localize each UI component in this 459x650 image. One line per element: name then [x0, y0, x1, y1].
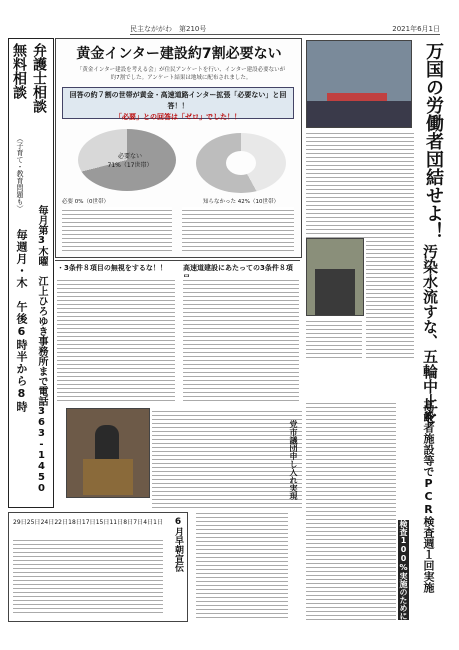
speaker-figure: [95, 425, 119, 461]
paper-name: 民主なががわ 第210号: [130, 25, 207, 33]
survey-notes-left: [62, 207, 172, 251]
free-consultation-title: 無料相談: [11, 43, 27, 99]
council-photo: [66, 408, 150, 498]
conditions-left-title: ・3条件８項目の無視をするな！！: [57, 264, 167, 272]
headline-workers: 万国の労働者団結せよ！: [423, 42, 444, 240]
banner-line-2: 「必要」との回答は「ゼロ」でした！！: [115, 113, 241, 121]
date-1: 1日: [153, 519, 163, 526]
protest-photo: [306, 238, 364, 316]
schedule-dates: [13, 517, 163, 533]
crowd: [307, 101, 411, 127]
date-18: 18日: [68, 519, 82, 526]
conditions-section: [55, 260, 300, 407]
schedule-details: [13, 537, 163, 615]
date-8: 8日: [123, 519, 134, 526]
lawyer-consultation-title: 弁護士相談: [31, 43, 47, 113]
date-11: 11日: [109, 519, 124, 526]
conditions-right-title: 高速道建設にあたっての3条件８項: [183, 264, 293, 272]
banner-line-1: 回答の約７割の世帯が黄金・高速道路インター拡張「必要ない」と回答！！: [69, 91, 287, 110]
party-text: [196, 510, 288, 620]
education-note: （子育て・教育問題も）: [16, 135, 24, 212]
council-article-text: [152, 408, 302, 508]
mayday-lines: [306, 130, 414, 240]
protest-people: [315, 269, 355, 315]
schedule-title: 6月早朝宣伝: [173, 517, 183, 572]
schedule-monthly-phone: 毎月第3木曜 江上ひろゆき事務所まで電話363-1450: [36, 205, 47, 494]
pcr-text: [306, 400, 396, 620]
podium: [83, 459, 133, 495]
consultation-box: [8, 38, 54, 508]
date-22: 22日: [54, 519, 68, 526]
masthead: [130, 20, 440, 35]
conditions-left-text: [57, 277, 175, 401]
survey-subtitle: 「黄金インター建設を考える会」が住民アンケートを行い、インター建設必要ないが約7割でした。アンケート結果は地域に配布されました。: [76, 67, 286, 81]
date-17: 17日: [81, 519, 96, 526]
survey-article: [55, 38, 302, 258]
conditions-right-text: [183, 277, 299, 401]
date-4: 4日: [143, 519, 154, 526]
survey-banner: [62, 87, 294, 119]
date-29: 29日: [13, 519, 27, 526]
pie-label-main: 必要ない 71%（17世帯）: [107, 153, 153, 169]
headline-contamination: 汚染水流すな、五輪中止を: [421, 244, 439, 424]
headline-pcr: 高齢者施設等でPCR検査週１回実施: [422, 400, 435, 593]
date-15: 15日: [95, 519, 110, 526]
date-25: 25日: [26, 519, 41, 526]
donut-label: 知らなかった 42%（10世帯）: [203, 199, 279, 205]
date-24: 24日: [40, 519, 55, 526]
mayday-photo: [306, 40, 412, 128]
issue-date: 2021年6月1日: [392, 25, 440, 33]
donut-hole: [226, 151, 256, 175]
survey-title: 黄金インター建設約7割必要ない: [76, 46, 282, 62]
pie-label-minor: 必要 0%（0世帯）: [62, 199, 109, 205]
contamination-text-2: [306, 318, 362, 358]
schedule-weekly: 毎週月・木 午後6時半から8時: [15, 229, 28, 413]
date-7: 7日: [133, 519, 144, 526]
survey-notes-right: [182, 207, 294, 251]
subhead-pcr: 検査100%実施のために: [399, 520, 408, 620]
subhead-party: 党市議団申し入れ実現: [289, 420, 298, 500]
contamination-text: [366, 238, 414, 358]
schedule-box: [8, 512, 188, 622]
